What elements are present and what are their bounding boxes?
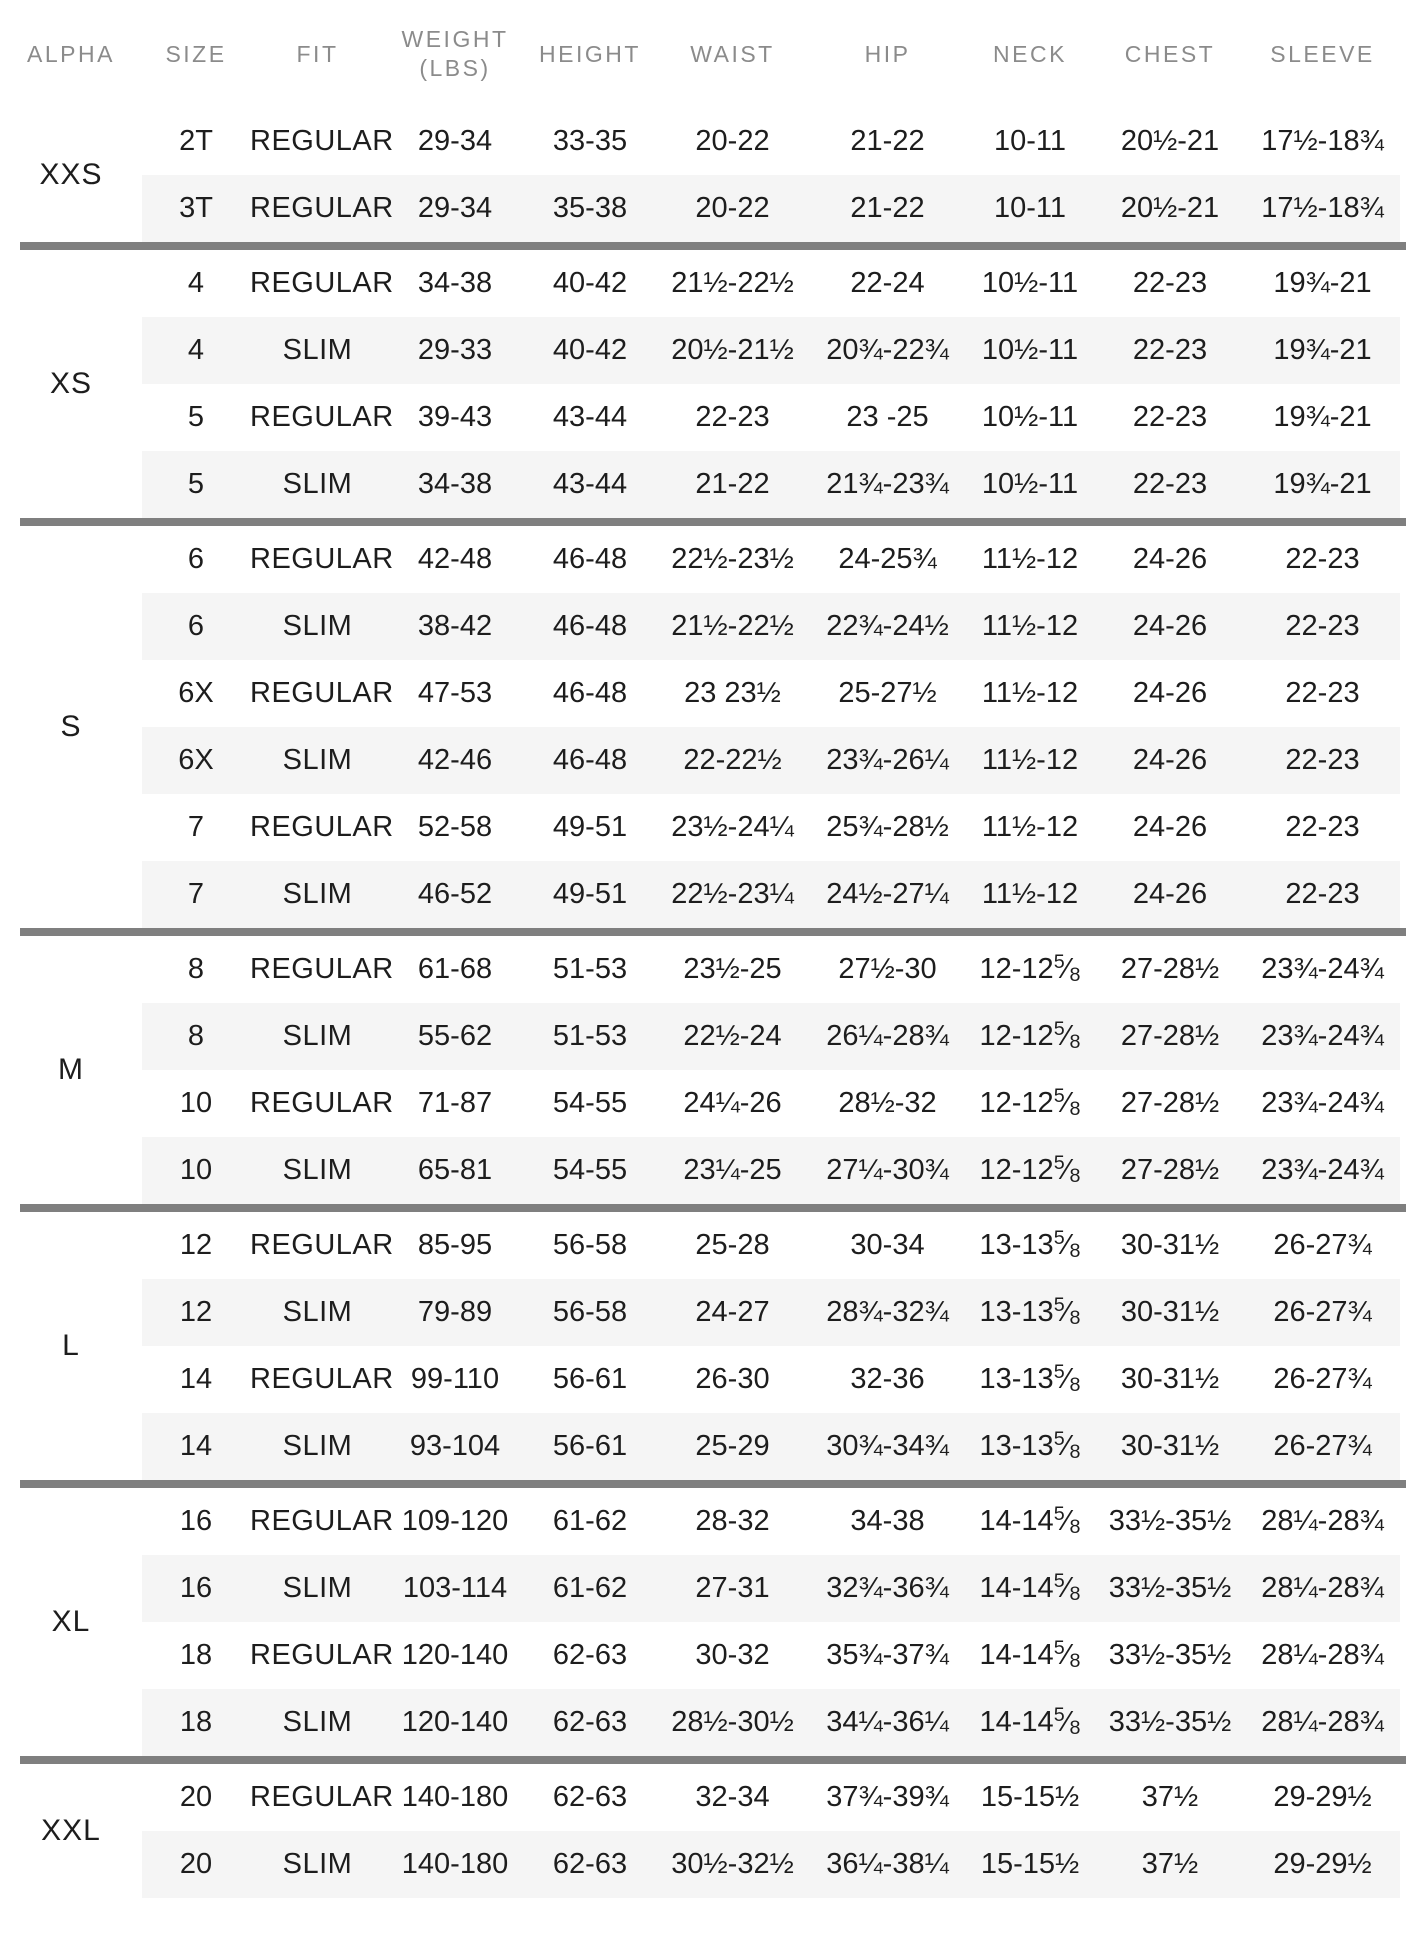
- cell-height: 62-63: [552, 1706, 628, 1738]
- cell-size: 3T: [179, 192, 213, 224]
- cell-weight: 29-34: [417, 192, 493, 224]
- cell-neck: $14-14^5⁄_8$: [979, 1704, 1081, 1739]
- cell-neck: 10½-11: [981, 267, 1079, 299]
- cell-waist: 22-22½: [683, 744, 782, 776]
- cell-hip: 32-36: [850, 1363, 925, 1395]
- cell-height: 56-61: [552, 1363, 628, 1395]
- table-row: [142, 861, 1400, 928]
- cell-chest: 33½-35½: [1108, 1706, 1232, 1738]
- section-rows: [142, 1764, 1400, 1898]
- cell-weight: 34-38: [417, 468, 493, 500]
- cell-fit: REGULAR: [250, 1229, 394, 1261]
- cell-fit: REGULAR: [250, 1363, 394, 1395]
- cell-weight: 71-87: [417, 1087, 493, 1119]
- cell-fit: SLIM: [282, 1430, 353, 1462]
- cell-neck: 10-11: [993, 192, 1067, 224]
- cell-size: 10: [179, 1087, 213, 1119]
- cell-chest: 24-26: [1132, 878, 1208, 910]
- header-waist: WAIST: [690, 40, 775, 67]
- cell-height: 54-55: [552, 1087, 628, 1119]
- cell-chest: 37½: [1141, 1848, 1199, 1880]
- section-divider: [20, 242, 1406, 250]
- cell-height: 61-62: [552, 1505, 628, 1537]
- table-row: [142, 727, 1400, 794]
- cell-chest: 20½-21: [1120, 192, 1220, 224]
- header-weight: WEIGHT (LBS): [401, 26, 509, 81]
- cell-neck: 11½-12: [981, 744, 1079, 776]
- section-rows: [142, 108, 1400, 242]
- alpha-label-xxl: XXL: [41, 1814, 101, 1847]
- table-row: [142, 108, 1400, 175]
- alpha-label-xxs: XXS: [39, 158, 103, 191]
- cell-fit: SLIM: [282, 610, 353, 642]
- cell-height: 54-55: [552, 1154, 628, 1186]
- table-row: [142, 1279, 1400, 1346]
- cell-size: 4: [187, 334, 205, 366]
- section-rows: [142, 526, 1400, 928]
- cell-size: 6X: [178, 677, 214, 709]
- section-divider: [20, 928, 1406, 936]
- cell-waist: 21½-22½: [671, 267, 794, 299]
- cell-weight: 99-110: [410, 1363, 500, 1395]
- cell-hip: 32¾-36¾: [826, 1572, 949, 1604]
- cell-size: 12: [179, 1296, 213, 1328]
- cell-fit: REGULAR: [250, 401, 394, 433]
- cell-height: 43-44: [552, 468, 628, 500]
- cell-waist: 20-22: [695, 192, 770, 224]
- cell-sleeve: 26-27¾: [1273, 1296, 1372, 1328]
- cell-fit: SLIM: [282, 1020, 353, 1052]
- cell-size: 6: [187, 543, 205, 575]
- cell-height: 62-63: [552, 1848, 628, 1880]
- cell-waist: 23 23½: [684, 677, 781, 709]
- cell-sleeve: 19¾-21: [1273, 401, 1372, 433]
- cell-size: 4: [187, 267, 205, 299]
- cell-hip: 28¾-32¾: [826, 1296, 949, 1328]
- cell-neck: 11½-12: [981, 677, 1079, 709]
- cell-fit: REGULAR: [250, 811, 394, 843]
- cell-hip: 21-22: [850, 125, 925, 157]
- cell-chest: 27-28½: [1120, 1087, 1220, 1119]
- cell-neck: $12-12^5⁄_8$: [979, 1085, 1081, 1120]
- cell-waist: 20½-21½: [671, 334, 794, 366]
- alpha-label-l: L: [62, 1329, 80, 1362]
- cell-height: 33-35: [552, 125, 628, 157]
- section-divider: [20, 1480, 1406, 1488]
- cell-fit: SLIM: [282, 744, 353, 776]
- cell-waist: 32-34: [695, 1781, 770, 1813]
- cell-hip: 22¾-24½: [826, 610, 949, 642]
- cell-chest: 24-26: [1132, 610, 1208, 642]
- section-rows: [142, 250, 1400, 518]
- section-l: [0, 1212, 1428, 1480]
- table-row: [142, 451, 1400, 518]
- cell-chest: 27-28½: [1120, 1020, 1220, 1052]
- cell-weight: 39-43: [417, 401, 493, 433]
- cell-fit: SLIM: [282, 1706, 353, 1738]
- cell-sleeve: 26-27¾: [1273, 1229, 1372, 1261]
- cell-chest: 22-23: [1132, 334, 1208, 366]
- cell-sleeve: 23¾-24¾: [1261, 953, 1384, 985]
- cell-waist: 24-27: [695, 1296, 770, 1328]
- section-rows: [142, 1212, 1400, 1480]
- cell-fit: SLIM: [282, 1572, 353, 1604]
- cell-height: 56-58: [552, 1296, 628, 1328]
- cell-size: 14: [179, 1363, 213, 1395]
- cell-sleeve: 29-29½: [1273, 1848, 1372, 1880]
- cell-chest: 24-26: [1132, 677, 1208, 709]
- cell-weight: 52-58: [417, 811, 493, 843]
- cell-size: 18: [179, 1706, 213, 1738]
- cell-sleeve: 19¾-21: [1273, 468, 1372, 500]
- cell-fit: REGULAR: [250, 1087, 394, 1119]
- table-row: [142, 175, 1400, 242]
- table-row: [142, 250, 1400, 317]
- cell-hip: 30-34: [850, 1229, 925, 1261]
- cell-hip: 27¼-30¾: [826, 1154, 949, 1186]
- cell-weight: 42-48: [417, 543, 493, 575]
- header-neck: NECK: [993, 40, 1067, 67]
- cell-neck: 10-11: [993, 125, 1067, 157]
- cell-height: 49-51: [552, 878, 628, 910]
- alpha-label-xl: XL: [51, 1605, 91, 1638]
- cell-chest: 22-23: [1132, 267, 1208, 299]
- cell-weight: 85-95: [417, 1229, 493, 1261]
- cell-fit: REGULAR: [250, 953, 394, 985]
- cell-sleeve: 28¼-28¾: [1261, 1639, 1384, 1671]
- cell-waist: 28½-30½: [671, 1706, 794, 1738]
- section-xs: [0, 250, 1428, 518]
- cell-fit: REGULAR: [250, 1639, 394, 1671]
- cell-neck: 10½-11: [981, 334, 1079, 366]
- cell-chest: 30-31½: [1120, 1363, 1220, 1395]
- cell-height: 35-38: [552, 192, 628, 224]
- cell-sleeve: 22-23: [1285, 744, 1360, 776]
- header-sleeve: SLEEVE: [1270, 40, 1375, 67]
- cell-weight: 79-89: [417, 1296, 493, 1328]
- cell-chest: 33½-35½: [1108, 1639, 1232, 1671]
- cell-hip: 24½-27¼: [826, 878, 949, 910]
- cell-sleeve: 22-23: [1285, 811, 1360, 843]
- cell-height: 40-42: [552, 267, 628, 299]
- cell-size: 18: [179, 1639, 213, 1671]
- cell-size: 6: [187, 610, 205, 642]
- cell-size: 16: [179, 1505, 213, 1537]
- section-divider: [20, 1756, 1406, 1764]
- cell-chest: 30-31½: [1120, 1430, 1220, 1462]
- cell-waist: 27-31: [695, 1572, 770, 1604]
- cell-size: 2T: [179, 125, 213, 157]
- cell-hip: 35¾-37¾: [826, 1639, 949, 1671]
- table-row: [142, 1003, 1400, 1070]
- cell-waist: 30-32: [695, 1639, 770, 1671]
- table-row: [142, 526, 1400, 593]
- cell-waist: 22½-23¼: [671, 878, 794, 910]
- cell-weight: 65-81: [417, 1154, 493, 1186]
- cell-fit: SLIM: [282, 878, 353, 910]
- cell-hip: 34-38: [850, 1505, 925, 1537]
- cell-hip: 24-25¾: [838, 543, 937, 575]
- cell-size: 20: [179, 1781, 213, 1813]
- table-row: [142, 1413, 1400, 1480]
- cell-neck: $13-13^5⁄_8$: [979, 1428, 1081, 1463]
- cell-size: 6X: [178, 744, 214, 776]
- cell-chest: 24-26: [1132, 744, 1208, 776]
- cell-waist: 26-30: [695, 1363, 770, 1395]
- cell-height: 43-44: [552, 401, 628, 433]
- cell-hip: 23¾-26¼: [826, 744, 949, 776]
- cell-hip: 21¾-23¾: [826, 468, 949, 500]
- cell-waist: 24¼-26: [683, 1087, 782, 1119]
- cell-neck: 11½-12: [981, 543, 1079, 575]
- section-divider: [20, 518, 1406, 526]
- cell-hip: 25¾-28½: [826, 811, 949, 843]
- cell-height: 51-53: [552, 1020, 628, 1052]
- cell-weight: 29-34: [417, 125, 493, 157]
- cell-weight: 103-114: [402, 1572, 508, 1604]
- cell-weight: 120-140: [401, 1706, 509, 1738]
- cell-height: 46-48: [552, 543, 628, 575]
- cell-sleeve: 29-29½: [1273, 1781, 1372, 1813]
- cell-hip: 25-27½: [838, 677, 937, 709]
- table-row: [142, 1764, 1400, 1831]
- cell-neck: 10½-11: [981, 468, 1079, 500]
- cell-height: 61-62: [552, 1572, 628, 1604]
- cell-waist: 28-32: [695, 1505, 770, 1537]
- cell-weight: 46-52: [417, 878, 493, 910]
- cell-sleeve: 28¼-28¾: [1261, 1572, 1384, 1604]
- cell-weight: 55-62: [417, 1020, 493, 1052]
- cell-chest: 20½-21: [1120, 125, 1220, 157]
- cell-height: 40-42: [552, 334, 628, 366]
- cell-sleeve: 19¾-21: [1273, 267, 1372, 299]
- cell-sleeve: 28¼-28¾: [1261, 1706, 1384, 1738]
- cell-size: 10: [179, 1154, 213, 1186]
- cell-weight: 29-33: [417, 334, 493, 366]
- cell-height: 56-61: [552, 1430, 628, 1462]
- cell-chest: 30-31½: [1120, 1229, 1220, 1261]
- cell-hip: 21-22: [850, 192, 925, 224]
- section-rows: [142, 936, 1400, 1204]
- cell-size: 20: [179, 1848, 213, 1880]
- cell-chest: 27-28½: [1120, 953, 1220, 985]
- cell-fit: REGULAR: [250, 125, 394, 157]
- cell-waist: 22½-24: [683, 1020, 782, 1052]
- cell-fit: REGULAR: [250, 543, 394, 575]
- cell-weight: 42-46: [417, 744, 493, 776]
- cell-weight: 140-180: [401, 1848, 509, 1880]
- cell-waist: 22-23: [695, 401, 770, 433]
- cell-waist: 30½-32½: [671, 1848, 794, 1880]
- cell-neck: $12-12^5⁄_8$: [979, 1152, 1081, 1187]
- cell-size: 14: [179, 1430, 213, 1462]
- cell-neck: $12-12^5⁄_8$: [979, 1018, 1081, 1053]
- cell-weight: 61-68: [417, 953, 493, 985]
- table-row: [142, 593, 1400, 660]
- cell-waist: 23¼-25: [683, 1154, 782, 1186]
- alpha-label-m: M: [58, 1053, 84, 1086]
- cell-neck: 15-15½: [980, 1781, 1080, 1813]
- header-alpha: ALPHA: [27, 40, 115, 67]
- cell-sleeve: 23¾-24¾: [1261, 1020, 1384, 1052]
- section-xxl: [0, 1764, 1428, 1898]
- cell-neck: $13-13^5⁄_8$: [979, 1227, 1081, 1262]
- cell-neck: 10½-11: [981, 401, 1079, 433]
- cell-waist: 20-22: [695, 125, 770, 157]
- cell-hip: 23 -25: [846, 401, 929, 433]
- cell-neck: $13-13^5⁄_8$: [979, 1361, 1081, 1396]
- cell-chest: 22-23: [1132, 468, 1208, 500]
- cell-size: 8: [187, 953, 205, 985]
- cell-waist: 22½-23½: [671, 543, 794, 575]
- cell-size: 5: [187, 468, 205, 500]
- cell-chest: 33½-35½: [1108, 1505, 1232, 1537]
- cell-height: 62-63: [552, 1639, 628, 1671]
- cell-hip: 36¼-38¼: [826, 1848, 949, 1880]
- cell-sleeve: 22-23: [1285, 543, 1360, 575]
- cell-sleeve: 17½-18¾: [1261, 125, 1384, 157]
- table-row: [142, 384, 1400, 451]
- table-row: [142, 1488, 1400, 1555]
- cell-neck: $13-13^5⁄_8$: [979, 1294, 1081, 1329]
- cell-chest: 24-26: [1132, 543, 1208, 575]
- cell-fit: SLIM: [282, 1296, 353, 1328]
- cell-neck: 11½-12: [981, 610, 1079, 642]
- cell-waist: 21-22: [695, 468, 770, 500]
- cell-size: 7: [187, 878, 205, 910]
- cell-waist: 25-28: [695, 1229, 770, 1261]
- cell-weight: 34-38: [417, 267, 493, 299]
- cell-fit: REGULAR: [250, 267, 394, 299]
- header-chest: CHEST: [1124, 40, 1216, 67]
- cell-chest: 33½-35½: [1108, 1572, 1232, 1604]
- cell-neck: $14-14^5⁄_8$: [979, 1637, 1081, 1672]
- cell-hip: 30¾-34¾: [826, 1430, 949, 1462]
- table-row: [142, 1555, 1400, 1622]
- section-rows: [142, 1488, 1400, 1756]
- cell-fit: SLIM: [282, 1848, 353, 1880]
- header-hip: HIP: [864, 40, 911, 67]
- cell-sleeve: 19¾-21: [1273, 334, 1372, 366]
- cell-weight: 47-53: [417, 677, 493, 709]
- cell-hip: 28½-32: [838, 1087, 937, 1119]
- section-xl: [0, 1488, 1428, 1756]
- cell-chest: 27-28½: [1120, 1154, 1220, 1186]
- cell-height: 46-48: [552, 610, 628, 642]
- cell-height: 51-53: [552, 953, 628, 985]
- cell-neck: 11½-12: [981, 878, 1079, 910]
- cell-sleeve: 26-27¾: [1273, 1363, 1372, 1395]
- cell-size: 8: [187, 1020, 205, 1052]
- cell-sleeve: 23¾-24¾: [1261, 1087, 1384, 1119]
- cell-fit: REGULAR: [250, 1781, 394, 1813]
- cell-hip: 20¾-22¾: [826, 334, 949, 366]
- cell-weight: 140-180: [401, 1781, 509, 1813]
- cell-height: 46-48: [552, 744, 628, 776]
- cell-chest: 24-26: [1132, 811, 1208, 843]
- cell-neck: 15-15½: [980, 1848, 1080, 1880]
- header-fit: FIT: [296, 40, 339, 67]
- table-row: [142, 1212, 1400, 1279]
- header-row: [0, 0, 1428, 108]
- table-row: [142, 1070, 1400, 1137]
- cell-height: 49-51: [552, 811, 628, 843]
- cell-waist: 21½-22½: [671, 610, 794, 642]
- cell-fit: SLIM: [282, 468, 353, 500]
- cell-sleeve: 22-23: [1285, 677, 1360, 709]
- cell-neck: 11½-12: [981, 811, 1079, 843]
- table-row: [142, 1346, 1400, 1413]
- cell-size: 16: [179, 1572, 213, 1604]
- cell-chest: 37½: [1141, 1781, 1199, 1813]
- cell-waist: 25-29: [695, 1430, 770, 1462]
- table-row: [142, 1689, 1400, 1756]
- cell-weight: 38-42: [417, 610, 493, 642]
- cell-neck: $14-14^5⁄_8$: [979, 1570, 1081, 1605]
- cell-waist: 23½-24¼: [671, 811, 794, 843]
- cell-fit: SLIM: [282, 1154, 353, 1186]
- table-row: [142, 317, 1400, 384]
- table-body: [0, 108, 1428, 1898]
- cell-height: 56-58: [552, 1229, 628, 1261]
- table-row: [142, 1622, 1400, 1689]
- table-row: [142, 936, 1400, 1003]
- cell-neck: $14-14^5⁄_8$: [979, 1503, 1081, 1538]
- cell-waist: 23½-25: [683, 953, 782, 985]
- cell-fit: SLIM: [282, 334, 353, 366]
- cell-size: 12: [179, 1229, 213, 1261]
- cell-weight: 93-104: [409, 1430, 501, 1462]
- cell-hip: 37¾-39¾: [826, 1781, 949, 1813]
- section-s: [0, 526, 1428, 928]
- header-height: HEIGHT: [539, 40, 641, 67]
- cell-size: 5: [187, 401, 205, 433]
- cell-fit: REGULAR: [250, 192, 394, 224]
- cell-sleeve: 22-23: [1285, 878, 1360, 910]
- cell-size: 7: [187, 811, 205, 843]
- cell-sleeve: 26-27¾: [1273, 1430, 1372, 1462]
- cell-sleeve: 17½-18¾: [1261, 192, 1384, 224]
- cell-hip: 34¼-36¼: [826, 1706, 949, 1738]
- cell-sleeve: 28¼-28¾: [1261, 1505, 1384, 1537]
- section-m: [0, 936, 1428, 1204]
- cell-fit: REGULAR: [250, 677, 394, 709]
- cell-weight: 109-120: [401, 1505, 509, 1537]
- table-row: [142, 794, 1400, 861]
- section-xxs: [0, 108, 1428, 242]
- cell-sleeve: 22-23: [1285, 610, 1360, 642]
- alpha-label-s: S: [60, 710, 82, 743]
- cell-height: 46-48: [552, 677, 628, 709]
- cell-neck: $12-12^5⁄_8$: [979, 951, 1081, 986]
- table-row: [142, 1137, 1400, 1204]
- cell-fit: REGULAR: [250, 1505, 394, 1537]
- cell-hip: 27½-30: [838, 953, 937, 985]
- cell-hip: 26¼-28¾: [826, 1020, 949, 1052]
- cell-chest: 30-31½: [1120, 1296, 1220, 1328]
- cell-hip: 22-24: [850, 267, 925, 299]
- cell-height: 62-63: [552, 1781, 628, 1813]
- cell-weight: 120-140: [401, 1639, 509, 1671]
- section-divider: [20, 1204, 1406, 1212]
- table-row: [142, 660, 1400, 727]
- cell-sleeve: 23¾-24¾: [1261, 1154, 1384, 1186]
- table-row: [142, 1831, 1400, 1898]
- cell-chest: 22-23: [1132, 401, 1208, 433]
- header-size: SIZE: [165, 40, 227, 67]
- alpha-label-xs: XS: [49, 367, 93, 400]
